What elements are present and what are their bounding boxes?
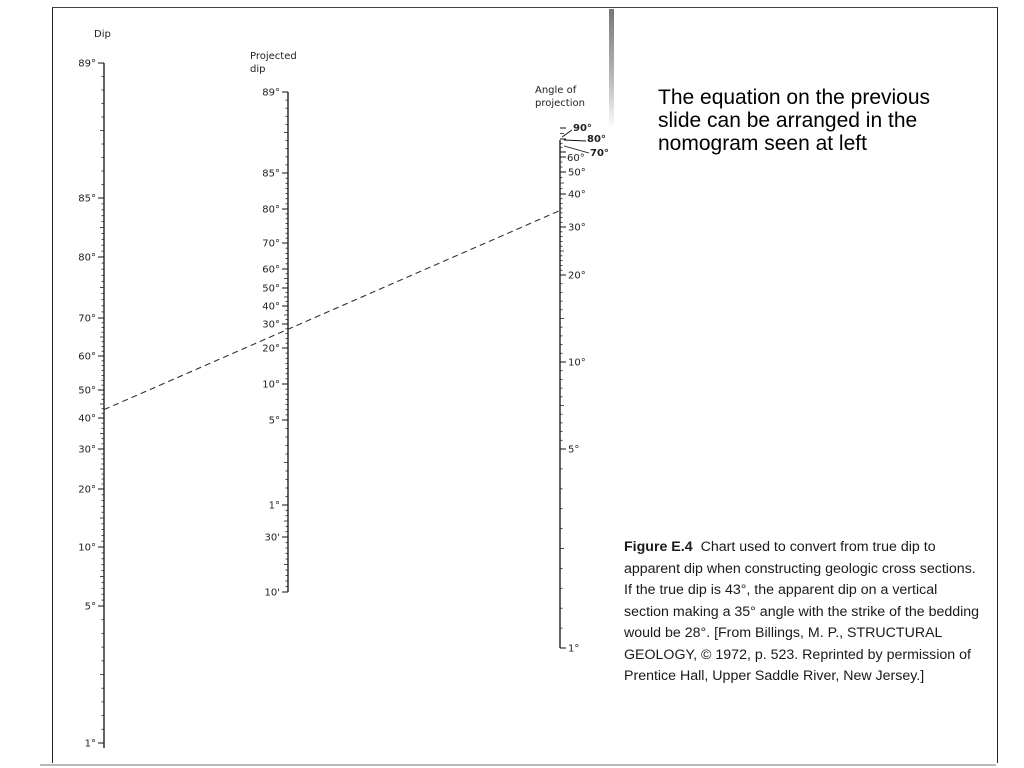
projected-dip-tick-label: 50°	[262, 283, 280, 295]
projected-dip-tick-label: 10°	[262, 379, 280, 391]
example-dashed-line	[104, 211, 560, 410]
dip-tick-label: 5°	[84, 601, 96, 613]
projected-dip-tick-label: 1°	[268, 500, 280, 512]
angle-of-projection-tick-label: 40°	[568, 189, 586, 201]
projected-dip-tick-label: 30°	[262, 319, 280, 331]
dip-tick-label: 70°	[78, 313, 96, 325]
dip-tick-label: 50°	[78, 385, 96, 397]
projected-dip-title: dip	[250, 64, 266, 75]
projected-dip-tick-label: 85°	[262, 168, 280, 180]
angle-of-projection-tick-label: 60°	[567, 153, 585, 164]
dip-tick-label: 10°	[78, 542, 96, 554]
projected-dip-scale	[250, 51, 297, 599]
dip-tick-label: 60°	[78, 351, 96, 363]
projected-dip-tick-label: 30'	[264, 532, 280, 544]
dip-title: Dip	[94, 29, 111, 40]
dip-tick-label: 1°	[84, 738, 96, 750]
angle-label-pointer	[564, 146, 589, 153]
angle-of-projection-title: projection	[535, 98, 585, 109]
dip-tick-label: 85°	[78, 193, 96, 205]
projected-dip-tick-label: 40°	[262, 301, 280, 313]
angle-label-pointer	[564, 140, 586, 141]
dip-tick-label: 30°	[78, 444, 96, 456]
caption-text: Chart used to convert from true dip to apparent dip when constructing geologic cross sections. If the true dip is 43°, the apparent dip on a vertical section making a 35° angle with the strike of the bedding would be 28°. [From Billings, M. P., STRUCTURAL GEOLOGY, © 1972, p. 523. Reprinted by permission of Prentice Hall, Upper Saddle River, New Jersey.]	[624, 539, 980, 684]
slide-text: The equation on the previous slide can be arranged in the nomogram seen at left	[658, 86, 931, 155]
projected-dip-tick-label: 10'	[264, 587, 280, 599]
projected-dip-tick-label: 20°	[262, 343, 280, 355]
dip-tick-label: 89°	[78, 58, 96, 70]
figure-caption	[624, 537, 984, 688]
projected-dip-tick-label: 60°	[262, 264, 280, 276]
figure-label: Figure E.4	[624, 539, 693, 555]
angle-of-projection-title: Angle of	[535, 85, 577, 96]
projected-dip-tick-label: 80°	[262, 204, 280, 216]
angle-of-projection-tick-label: 30°	[568, 222, 586, 234]
dip-scale	[78, 29, 111, 750]
angle-of-projection-tick-label: 90°	[573, 123, 592, 134]
projected-dip-tick-label: 5°	[268, 415, 280, 427]
angle-of-projection-scale	[535, 85, 609, 655]
projected-dip-tick-label: 89°	[262, 87, 280, 99]
angle-of-projection-tick-label: 20°	[568, 270, 586, 282]
angle-of-projection-tick-label: 50°	[568, 167, 586, 179]
angle-of-projection-tick-label: 1°	[568, 643, 580, 655]
dip-tick-label: 20°	[78, 484, 96, 496]
dip-tick-label: 40°	[78, 413, 96, 425]
angle-of-projection-tick-label: 10°	[568, 357, 586, 369]
angle-of-projection-tick-label: 5°	[568, 444, 580, 456]
angle-of-projection-tick-label: 80°	[587, 134, 606, 145]
projected-dip-title: Projected	[250, 51, 297, 62]
angle-of-projection-tick-label: 70°	[590, 148, 609, 159]
projected-dip-tick-label: 70°	[262, 238, 280, 250]
dip-tick-label: 80°	[78, 252, 96, 264]
